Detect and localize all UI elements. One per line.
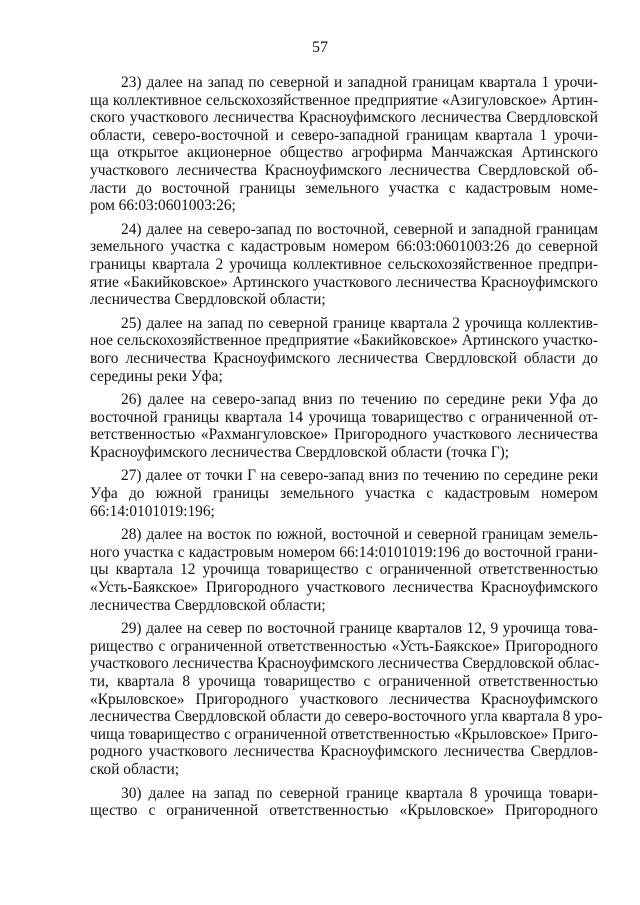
- text-line: ного участка с кадастровым номером 66:14:0101019:196 до восточной грани-: [90, 543, 598, 561]
- text-line: ветственностью «Рахмангуловское» Пригородного участкового лесничества: [90, 426, 598, 444]
- text-line: цы квартала 12 урочища товарищество с ограниченной ответственностью: [90, 561, 598, 579]
- text-line: «Усть-Баякское» Пригородного участкового лесничества Красноуфимского: [90, 579, 598, 597]
- text-line: 66:14:0101019:196;: [90, 502, 215, 520]
- text-line: границы квартала 2 урочища коллективное сельскохозяйственное предпри-: [90, 255, 598, 273]
- text-line: 24) далее на северо-запад по восточной, северной и западной границам: [121, 220, 598, 238]
- text-line: лесничества Свердловской области до северо-восточного угла квартала 8 уро-: [90, 708, 603, 726]
- text-line: 23) далее на запад по северной и западной границам квартала 1 урочи-: [121, 74, 598, 91]
- text-line: щество с ограниченной ответственностью «Крыловское» Пригородного: [90, 802, 598, 820]
- text-line: лесничества Свердловской области;: [90, 291, 326, 309]
- text-line: 30) далее на запад по северной границе квартала 8 урочища товари-: [121, 784, 598, 802]
- text-line: лесничества Свердловской области;: [90, 596, 326, 614]
- text-line: области, северо-восточной и северо-западной границам квартала 1 урочи-: [90, 126, 598, 144]
- paragraph: [90, 315, 598, 385]
- text-line: родного участкового лесничества Красноуфимского лесничества Свердлов-: [90, 743, 598, 761]
- text-line: чища товарищество с ограниченной ответственностью «Крыловское» Приго-: [90, 725, 598, 743]
- text-line: ласти до восточной границы земельного участка с кадастровым номе-: [90, 179, 598, 197]
- text-line: ща коллективное сельскохозяйственное предприятие «Азигуловское» Артин-: [90, 91, 598, 109]
- paragraph: [90, 467, 598, 520]
- page-number: 57: [312, 39, 328, 56]
- text-line: участкового лесничества Красноуфимского лесничества Свердловской об-: [90, 161, 598, 179]
- text-line: земельного участка с кадастровым номером 66:03:0601003:26 до северной: [90, 238, 598, 256]
- text-line: 29) далее на север по восточной границе кварталов 12, 9 урочища това-: [121, 620, 598, 638]
- text-line: вого лесничества Красноуфимского лесничества Свердловской области до: [90, 349, 598, 367]
- text-line: ща открытое акционерное общество агрофирма Манчажская Артинского: [90, 144, 598, 162]
- text-line: 25) далее на запад по северной границе квартала 2 урочища коллектив-: [121, 314, 598, 332]
- text-line: ятие «Бакийковское» Артинского участкового лесничества Красноуфимского: [90, 273, 598, 291]
- text-line: середины реки Уфа;: [90, 367, 223, 385]
- text-line: Красноуфимского лесничества Свердловской области (точка Г);: [90, 443, 510, 461]
- text-line: участкового лесничества Красноуфимского лесничества Свердловской облас-: [90, 655, 600, 673]
- paragraph: [90, 221, 598, 309]
- text-line: ром 66:03:0601003:26;: [90, 197, 236, 215]
- text-line: Уфа до южной границы земельного участка с кадастровым номером: [90, 485, 598, 503]
- text-line: 27) далее от точки Г на северо-запад вниз по течению по середине реки: [121, 467, 598, 485]
- paragraph: [90, 74, 598, 215]
- paragraph: [90, 526, 598, 614]
- text-line: ского участкового лесничества Красноуфимского лесничества Свердловской: [90, 109, 598, 127]
- text-line: рищество с ограниченной ответственностью «Усть-Баякское» Пригородного: [90, 637, 598, 655]
- paragraph: [90, 391, 598, 461]
- text-line: восточной границы квартала 14 урочища товарищество с ограниченной от-: [90, 408, 598, 426]
- text-line: ти, квартала 8 урочища товарищество с ограниченной ответственностью: [90, 673, 598, 690]
- paragraph: [90, 620, 603, 778]
- text-line: 26) далее на северо-запад вниз по течению по середине реки Уфа до: [121, 391, 598, 409]
- text-line: ской области;: [90, 760, 180, 778]
- paragraph: [90, 785, 598, 820]
- text-line: ное сельскохозяйственное предприятие «Бакийковское» Артинского участко-: [90, 332, 598, 350]
- document-body: [90, 74, 603, 826]
- text-line: «Крыловское» Пригородного участкового лесничества Красноуфимского: [90, 690, 598, 708]
- text-line: 28) далее на восток по южной, восточной и северной границам земель-: [121, 526, 598, 544]
